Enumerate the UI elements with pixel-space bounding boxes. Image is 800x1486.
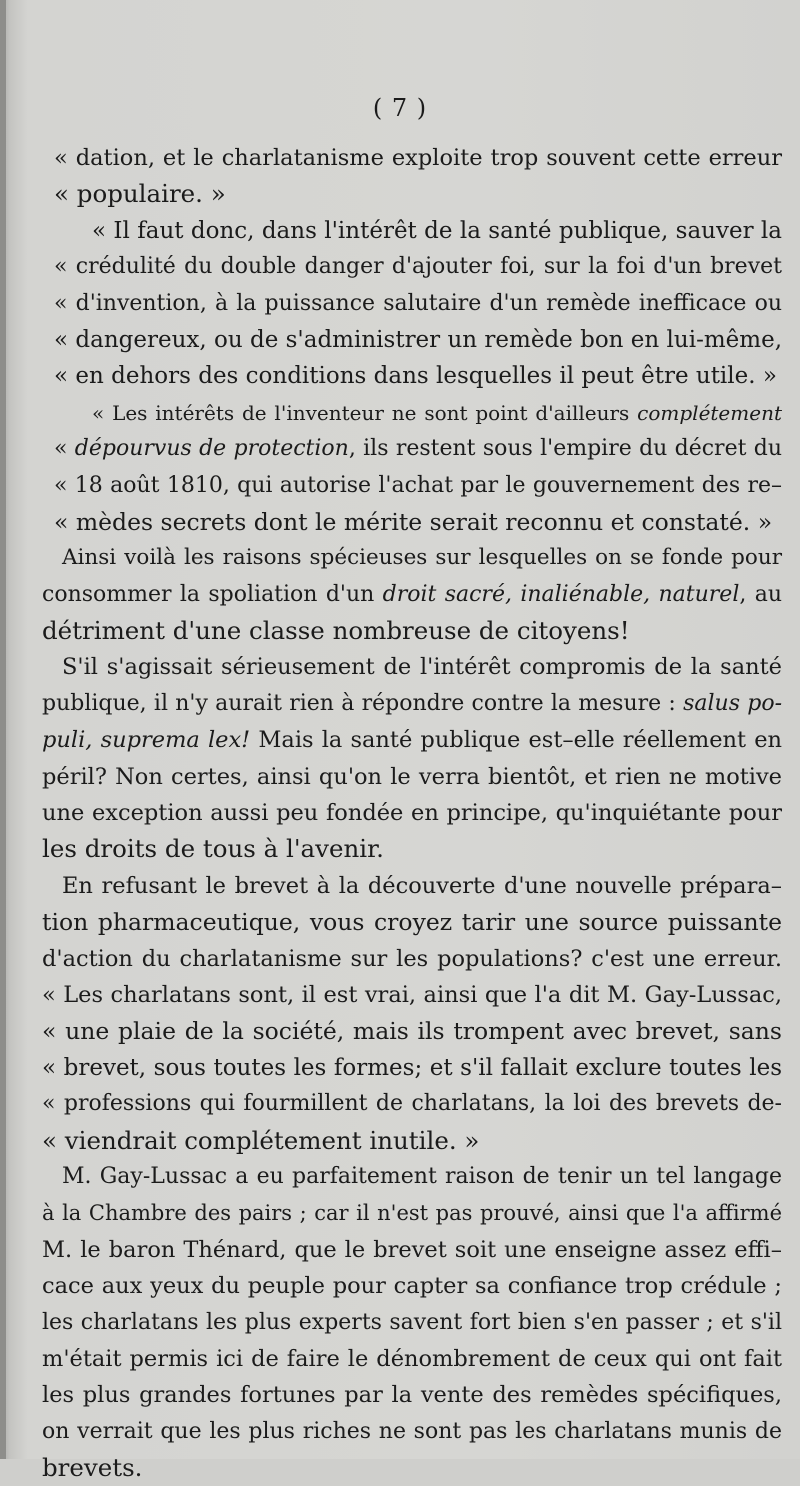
text-line	[42, 1341, 782, 1377]
line-text: les charlatans les plus experts savent fort bien s'en passer ; et s'il	[42, 1309, 782, 1335]
line-text: « d'invention, à la puissance salutaire d'un remède inefficace ou	[54, 290, 782, 316]
text-line	[42, 286, 782, 322]
line-tail: , au	[739, 581, 782, 607]
line-text: publique, il n'y aurait rien à répondre contre la mesure :	[42, 690, 684, 716]
line-text: « Il faut donc, dans l'intérêt de la santé publique, sauver la	[92, 217, 782, 244]
line-text: cace aux yeux du peuple pour capter sa confiance trop crédule ;	[42, 1273, 782, 1300]
text-line	[42, 795, 782, 831]
text-line	[42, 249, 782, 285]
text-line	[42, 831, 782, 867]
text-line	[42, 759, 782, 795]
italic-phrase: dépourvus de protection	[74, 436, 349, 462]
line-text: une exception aussi peu fondée en principe, qu'inquiétante pour	[42, 800, 782, 827]
text-line	[42, 1050, 782, 1086]
text-line	[42, 722, 782, 758]
text-line	[42, 322, 782, 358]
line-text: péril? Non certes, ainsi qu'on le verra bientôt, et rien ne motive	[42, 763, 782, 790]
text-line	[42, 1305, 782, 1341]
line-text: En refusant le brevet à la découverte d'une nouvelle prépara–	[62, 872, 782, 899]
text-line	[42, 431, 782, 467]
text-line	[42, 649, 782, 685]
text-line	[42, 140, 782, 176]
text-line	[42, 213, 782, 249]
text-line	[42, 358, 782, 394]
line-prefix: «	[54, 436, 75, 462]
page-number: ( 7 )	[372, 94, 428, 122]
line-text: on verrait que les plus riches ne sont pas les charlatans munis de	[42, 1418, 782, 1444]
text-line	[42, 1123, 782, 1159]
text-line	[42, 868, 782, 904]
text-line	[42, 468, 782, 504]
line-text: les droits de tous à l'avenir.	[42, 834, 384, 864]
line-text: à la Chambre des pairs ; car il n'est pas prouvé, ainsi que l'a affirmé	[42, 1201, 782, 1226]
line-text: tion pharmaceutique, vous croyez tarir une source puissante	[42, 908, 782, 937]
text-line	[42, 1414, 782, 1450]
text-line	[42, 395, 782, 431]
text-line	[42, 1086, 782, 1122]
line-text: « mèdes secrets dont le mérite serait reconnu et constaté. »	[54, 507, 773, 536]
line-text: détriment d'une classe nombreuse de citoyens!	[42, 616, 630, 646]
line-text: M. le baron Thénard, que le brevet soit une enseigne assez effi–	[42, 1236, 782, 1263]
line-text: « Les charlatans sont, il est vrai, ainsi que l'a dit M. Gay-Lussac,	[42, 981, 782, 1008]
italic-phrase: salus po-	[683, 690, 783, 716]
text-line	[42, 977, 782, 1013]
text-line	[42, 1450, 782, 1486]
text-line	[42, 1268, 782, 1304]
text-line	[42, 176, 782, 212]
line-text: Ainsi voilà les raisons spécieuses sur lesquelles on se fonde pour	[62, 545, 782, 571]
text-line	[42, 1013, 782, 1049]
line-text: Mais la santé publique est–elle réellement en	[250, 727, 783, 754]
text-line	[42, 540, 782, 576]
text-line	[42, 1232, 782, 1268]
binding-gutter	[0, 0, 6, 1459]
italic-phrase: complétement	[637, 400, 782, 425]
text-line	[42, 686, 782, 722]
line-text: « brevet, sous toutes les formes; et s'il fallait exclure toutes les	[42, 1054, 782, 1081]
line-text: d'action du charlatanisme sur les populations? c'est une erreur.	[42, 945, 782, 972]
text-line	[42, 1195, 782, 1231]
line-text: « viendrait complétement inutile. »	[42, 1125, 480, 1155]
line-text: S'il s'agissait sérieusement de l'intérêt compromis de la santé	[62, 654, 782, 681]
line-text: « dangereux, ou de s'administrer un remède bon en lui-même,	[54, 326, 782, 353]
text-line	[42, 1377, 782, 1413]
text-line	[42, 941, 782, 977]
text-line	[42, 613, 782, 649]
line-text: « une plaie de la société, mais ils trompent avec brevet, sans	[42, 1017, 782, 1046]
line-text: M. Gay-Lussac a eu parfaitement raison de tenir un tel langage	[62, 1163, 782, 1189]
text-line	[42, 577, 782, 613]
line-text: m'était permis ici de faire le dénombrement de ceux qui ont fait	[42, 1345, 782, 1372]
line-text: « Les intérêts de l'inventeur ne sont point d'ailleurs	[92, 400, 638, 425]
italic-phrase: droit sacré, inaliénable, naturel	[382, 581, 740, 607]
line-text: brevets.	[42, 1453, 143, 1483]
line-text: , ils restent sous l'empire du décret du	[348, 436, 782, 462]
line-text: consommer la spoliation d'un	[42, 581, 383, 607]
line-text: « en dehors des conditions dans lesquelles il peut être utile. »	[54, 363, 777, 390]
italic-phrase: puli, suprema lex!	[42, 727, 251, 754]
line-text: « crédulité du double danger d'ajouter foi, sur la foi d'un brevet	[54, 254, 782, 280]
text-line	[42, 904, 782, 940]
line-text: « populaire. »	[54, 179, 226, 209]
text-line	[42, 1159, 782, 1195]
text-line	[42, 504, 782, 540]
line-text: « professions qui fourmillent de charlatans, la loi des brevets de-	[42, 1091, 782, 1117]
line-text: les plus grandes fortunes par la vente des remèdes spécifiques,	[42, 1382, 782, 1409]
line-text: « 18 août 1810, qui autorise l'achat par le gouvernement des re–	[54, 472, 782, 498]
body-text	[42, 140, 782, 1486]
line-text: « dation, et le charlatanisme exploite trop souvent cette erreur	[54, 145, 782, 171]
